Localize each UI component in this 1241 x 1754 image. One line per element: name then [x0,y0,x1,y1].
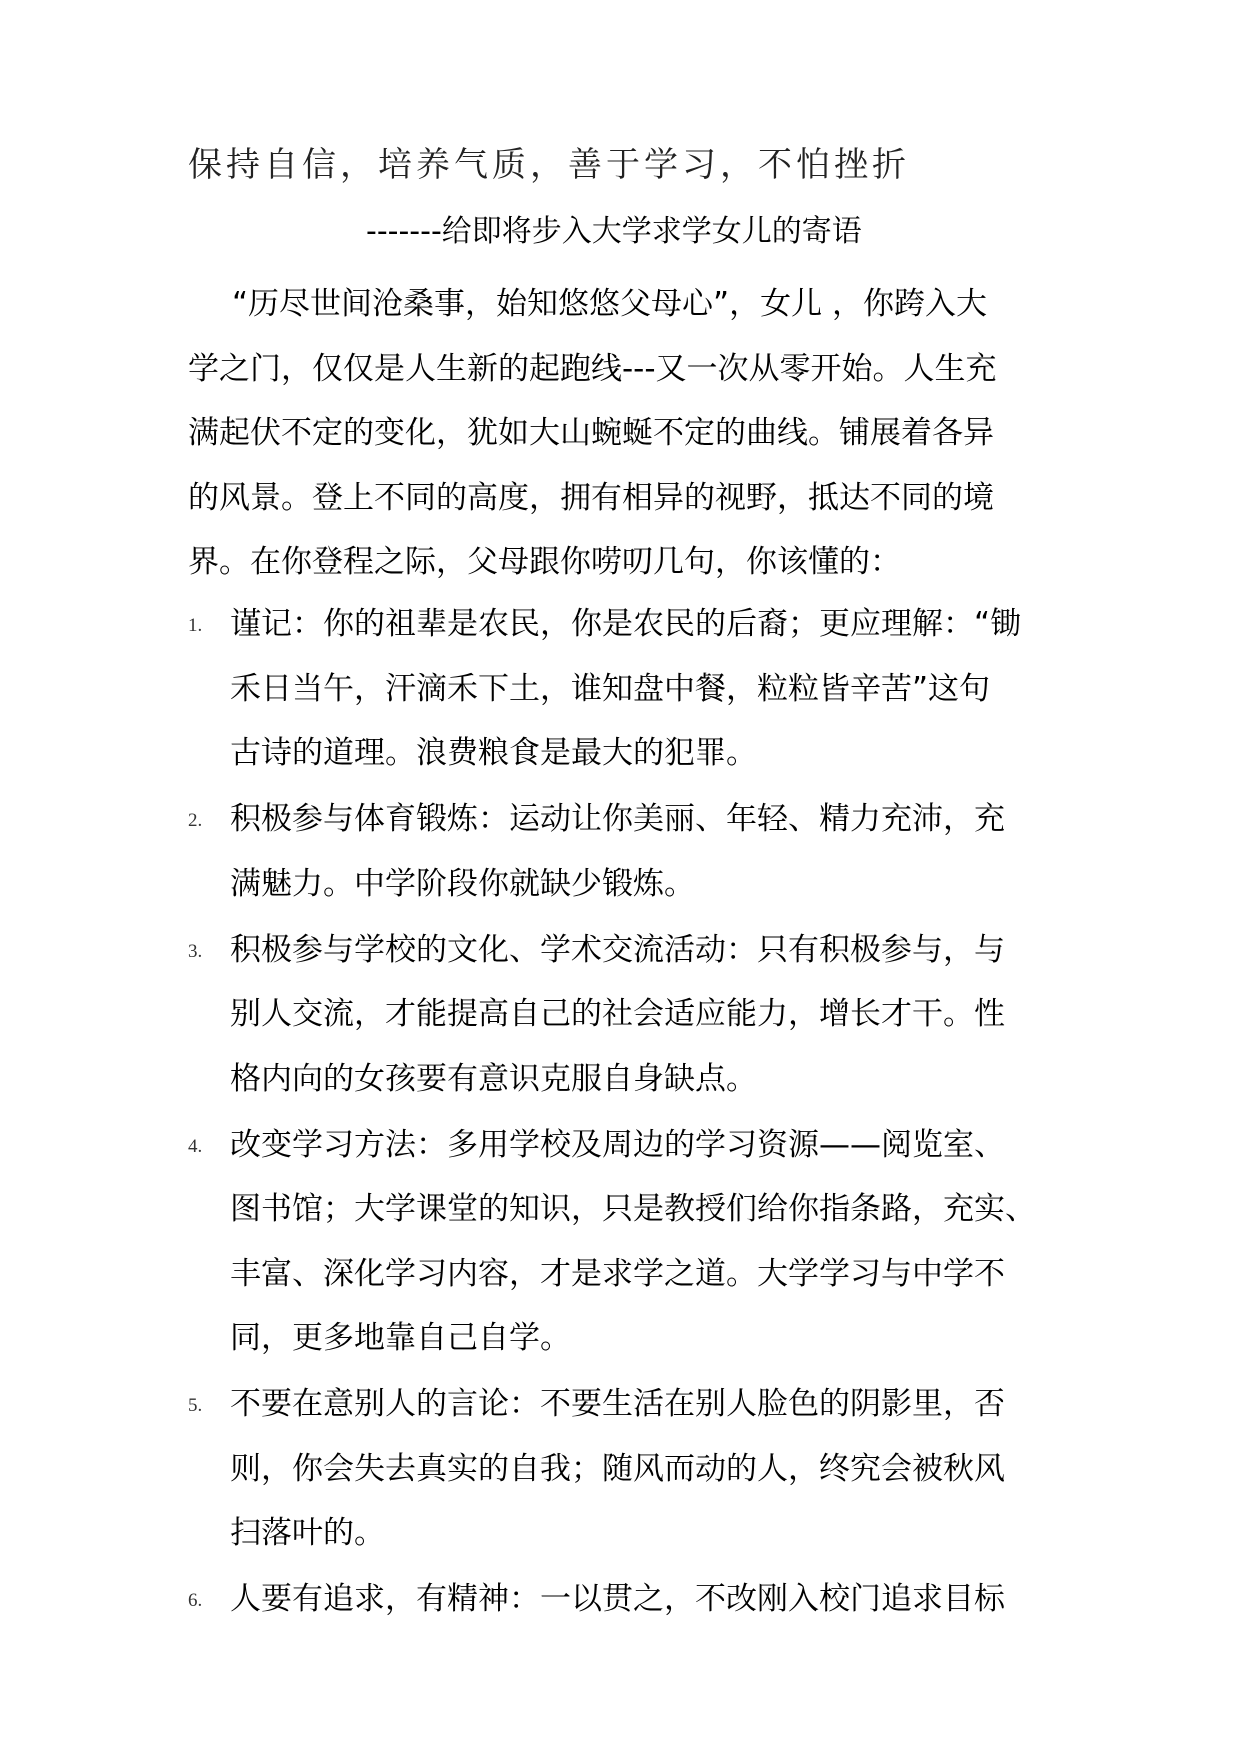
list-item-line: 古诗的道理。浪费粮食是最大的犯罪。 [230,735,757,771]
list-item-line: 满魅力。中学阶段你就缺少锻炼。 [230,865,695,902]
list-item [188,1372,1088,1566]
list-item-number: 6. [188,1590,203,1611]
advice-list [188,592,1088,1633]
intro-line: 学之门，仅仅是人生新的起跑线---又一次从零开始。人生充 [188,350,997,387]
list-item-line: 同，更多地靠自己自学。 [230,1320,571,1356]
list-item-line: 格内向的女孩要有意识克服自身缺点。 [230,1060,757,1097]
document-subtitle: -------给即将步入大学求学女儿的寄语 [366,214,862,249]
list-item-line: 禾日当午，汗滴禾下土，谁知盘中餐，粒粒皆辛苦”这句 [230,670,991,707]
list-item [188,787,1088,916]
list-item-line: 则，你会失去真实的自我；随风而动的人，终究会被秋风 [230,1450,1005,1487]
list-item [188,592,1088,786]
list-item [188,1113,1088,1371]
list-item [188,1567,1088,1632]
document-title: 保持自信，培养气质，善于学习，不怕挫折 [188,145,910,185]
list-item-line: 不要在意别人的言论：不要生活在别人脸色的阴影里，否 [230,1386,1005,1422]
list-item-number: 3. [188,940,203,962]
intro-line: 界。在你登程之际，父母跟你唠叨几句，你该懂的： [188,544,901,580]
list-item-line: 改变学习方法：多用学校及周边的学习资源——阅览室、 [230,1126,1005,1163]
list-item-number: 1. [188,615,203,636]
intro-line: 满起伏不定的变化，犹如大山蜿蜒不定的曲线。铺展着各异 [188,415,994,451]
list-item-number: 4. [188,1135,203,1157]
intro-line: 的风景。登上不同的高度，拥有相异的视野，抵达不同的境 [188,479,994,516]
list-item-line: 丰富、深化学习内容，才是求学之道。大学学习与中学不 [230,1255,1005,1292]
list-item-line: 积极参与体育锻炼：运动让你美丽、年轻、精力充沛，充 [230,801,1005,837]
list-item-line: 积极参与学校的文化、学术交流活动：只有积极参与，与 [230,931,1005,968]
list-item-line: 扫落叶的。 [230,1515,385,1551]
list-item-line: 图书馆；大学课堂的知识，只是教授们给你指条路，充实、 [230,1191,1036,1227]
list-item-line: 别人交流，才能提高自己的社会适应能力，增长才干。性 [230,996,1005,1032]
list-item-number: 2. [188,810,203,831]
intro-paragraph [188,272,1068,595]
intro-line: “历尽世间沧桑事，始知悠悠父母心”，女儿 ，你跨入大 [232,286,987,322]
list-item-line: 人要有追求，有精神：一以贯之，不改刚入校门追求目标 [230,1581,1005,1617]
list-item [188,918,1088,1112]
list-item-line: 谨记：你的祖辈是农民，你是农民的后裔；更应理解：“锄 [230,606,1022,642]
list-item-number: 5. [188,1395,203,1416]
